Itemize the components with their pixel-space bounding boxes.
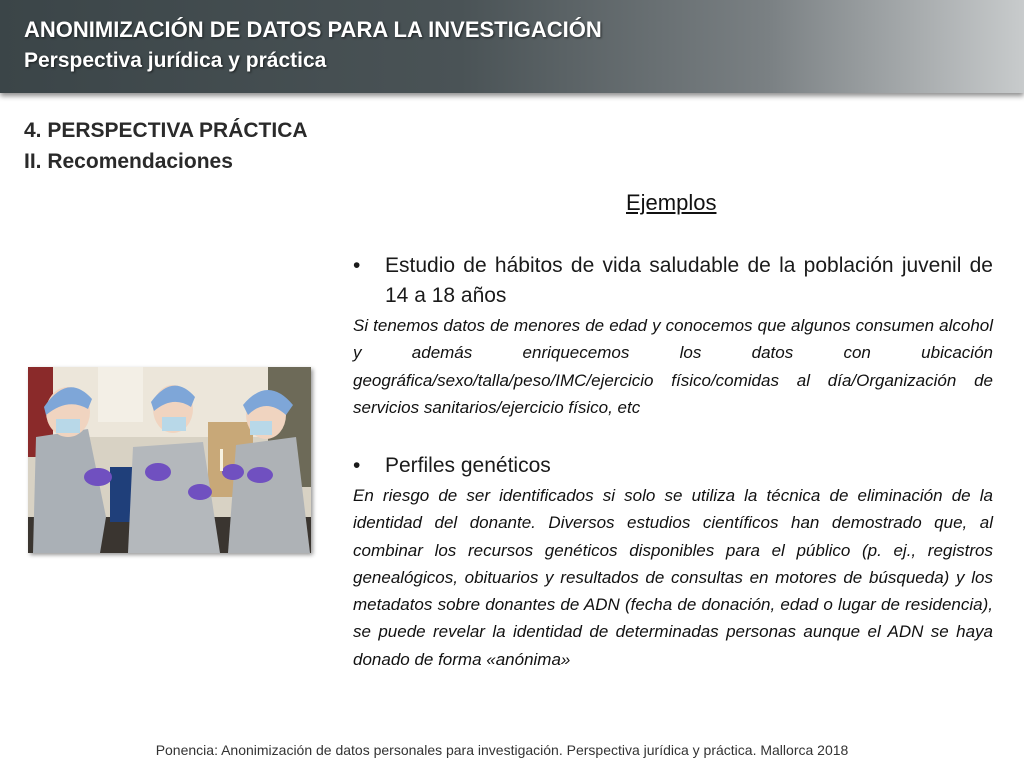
examples-title: Ejemplos [626,190,717,215]
example-detail: Si tenemos datos de menores de edad y conocemos que algunos consumen alcohol y además enriquecemos los datos con ubicación geográfica/sexo/talla/peso/IMC/ejercicio físico/comidas al día/Organización de servicios sanitarios/ejercicio físico, etc [353,316,993,417]
section-subheading: II. Recomendaciones [24,150,233,173]
example-item-healthy-habits [353,251,993,311]
title-banner [0,0,1024,93]
footer-text: Ponencia: Anonimización de datos personales para investigación. Perspectiva jurídica y práctica. Mallorca 2018 [155,742,849,758]
example-detail: En riesgo de ser identificados si solo se utiliza la técnica de eliminación de la identidad del donante. Diversos estudios científicos han demostrado que, al combinar los recursos genéticos disponibles para el público (p. ej., registros genealógicos, obituarios y resultados de consultas en motores de búsqueda) y los metadatos sobre donantes de ADN (fecha de donación, edad o lugar de residencia), se puede revelar la identidad de determinadas personas aunque el ADN se haya donado de forma «anónima» [353,486,993,669]
bullet-icon: • [353,454,361,477]
section-heading: 4. PERSPECTIVA PRÁCTICA [24,119,308,142]
slide-title: ANONIMIZACIÓN DE DATOS PARA LA INVESTIGACIÓN [24,17,602,42]
children-in-surgical-gowns-photo [28,367,311,553]
bullet-icon: • [353,254,361,277]
example-item-genetic-profiles [353,451,993,481]
example-bullet-text: Estudio de hábitos de vida saludable de la población juvenil de 14 a 18 años [385,254,993,307]
example-bullet-text: Perfiles genéticos [385,454,551,477]
slide-subtitle: Perspectiva jurídica y práctica [24,49,327,72]
